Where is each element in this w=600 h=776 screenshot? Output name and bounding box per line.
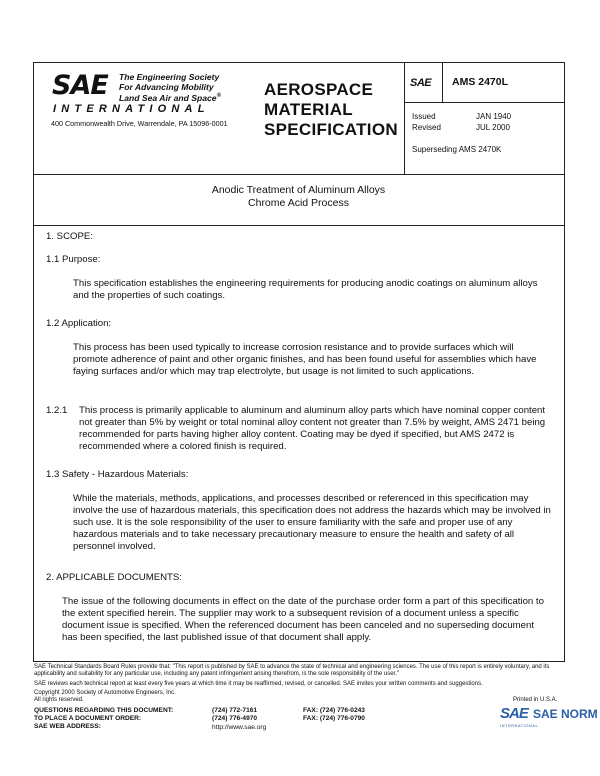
footer-copyright: Copyright 2000 Society of Automotive Engineers, Inc. [34,690,176,696]
sae-norm-text: SAE NORM [533,707,598,721]
web-address-label: SAE WEB ADDRESS: [34,723,101,730]
footer-rules-note: SAE Technical Standards Board Rules provide that: "This report is published by SAE to advance the state of technical and engineering sciences. The use of this report is entirely voluntary, and its applicability and suitability for any particular use, including any patent infringement arising therefrom, is the sole responsibility of the user." [34,664,550,677]
footer-review-note: SAE reviews each technical report at least every five years at which time it may be reaffirmed, revised, or cancelled. SAE invites your written comments and suggestions. [34,681,483,687]
sae-small-logo: SAE [410,77,432,89]
section-2-text: The issue of the following documents in effect on the date of the purchase order form a part of this specification to the extent specified herein. The supplier may work to a subsequent revision of a document unless a specific document issue is specified. When the referenced document has been canceled and no superseding document has been specified, the last published issue of that document shall apply. [62,596,544,643]
order-phone: (724) 776-4970 [212,715,258,722]
revised-label: Revised [412,123,441,132]
doc-type-line-2: MATERIAL [264,100,353,119]
web-address-link[interactable]: http://www.sae.org [212,724,267,731]
section-1-3-heading: 1.3 Safety - Hazardous Materials: [46,469,189,480]
header-rule [33,174,564,175]
document-type [264,80,398,140]
document-number: AMS 2470L [452,76,509,88]
questions-phone: (724) 772-7161 [212,707,258,714]
document-title [33,184,564,210]
section-1-3-text: While the materials, methods, applications, and processes described or referenced in this specification may involve the use of hazardous materials, this specification does not address the hazards which may be involved in such use. It is the sole responsibility of the user to ensure familiarity with the safe and proper use of any hazardous materials and to take necessary precautionary measure to ensure the health and safety of all personnel involved. [73,493,551,552]
order-fax: FAX: (724) 776-0790 [303,715,365,722]
title-rule [33,225,564,226]
issued-label: Issued [412,112,436,121]
tagline-line-2: For Advancing Mobility [119,81,214,92]
tagline-line-1: The Engineering Society [119,72,220,82]
superseding-note: Superseding AMS 2470K [412,145,502,154]
revised-date: JUL 2000 [476,123,510,132]
order-label: TO PLACE A DOCUMENT ORDER: [34,715,142,722]
issued-date: JAN 1940 [476,112,512,121]
doc-number-rule [404,102,564,103]
sae-tagline [119,73,221,104]
sae-address: 400 Commonwealth Drive, Warrendale, PA 15096-0001 [51,119,228,128]
section-1-2-1-text: This process is primarily applicable to aluminum and aluminum alloy parts which have nominal copper content not greater than 5% by weight or total nominal alloy content not greater than 7.5% by weight, AMS 2471 being recommended for parts having higher alloy content. Coating may be dyed if specified, but AMS 2472 is recommended where a colored finish is required. [79,405,546,452]
doc-number-divider [442,62,443,102]
sae-norm-logo: SAE [500,705,528,722]
footer-rights: All rights reserved. [34,697,84,703]
title-line-2: Chrome Acid Process [248,197,349,209]
section-1-heading: 1. SCOPE: [46,231,93,242]
doc-type-line-1: AEROSPACE [264,80,374,99]
sae-logo: SAE [52,70,108,101]
sae-norm-subtext: INTERNATIONAL [500,723,539,728]
header-divider [404,62,405,174]
section-1-2-text: This process has been used typically to increase corrosion resistance and to provide surfaces which will promote adherence of paint and other organic finishes, and has been found useful for assemblies which have faying surfaces and/or which may trap electrolyte, but usage is not limited to such applications. [73,342,537,377]
section-2-heading: 2. APPLICABLE DOCUMENTS: [46,572,182,583]
section-1-1-heading: 1.1 Purpose: [46,254,101,265]
registered-mark: ® [216,93,222,100]
section-1-2-heading: 1.2 Application: [46,318,112,329]
footer-printed: Printed in U.S.A. [513,697,558,703]
doc-type-line-3: SPECIFICATION [264,120,398,139]
title-line-1: Anodic Treatment of Aluminum Alloys [211,184,386,196]
international-wordmark: INTERNATIONAL [53,103,210,115]
questions-fax: FAX: (724) 776-0243 [303,707,365,714]
tagline-line-3: Land Sea Air and Space [119,93,217,104]
questions-label: QUESTIONS REGARDING THIS DOCUMENT: [34,707,174,714]
section-1-2-1-number: 1.2.1 [46,405,68,416]
section-1-1-text: This specification establishes the engineering requirements for producing anodic coatings on aluminum alloys and the properties of such coatings. [73,278,538,301]
